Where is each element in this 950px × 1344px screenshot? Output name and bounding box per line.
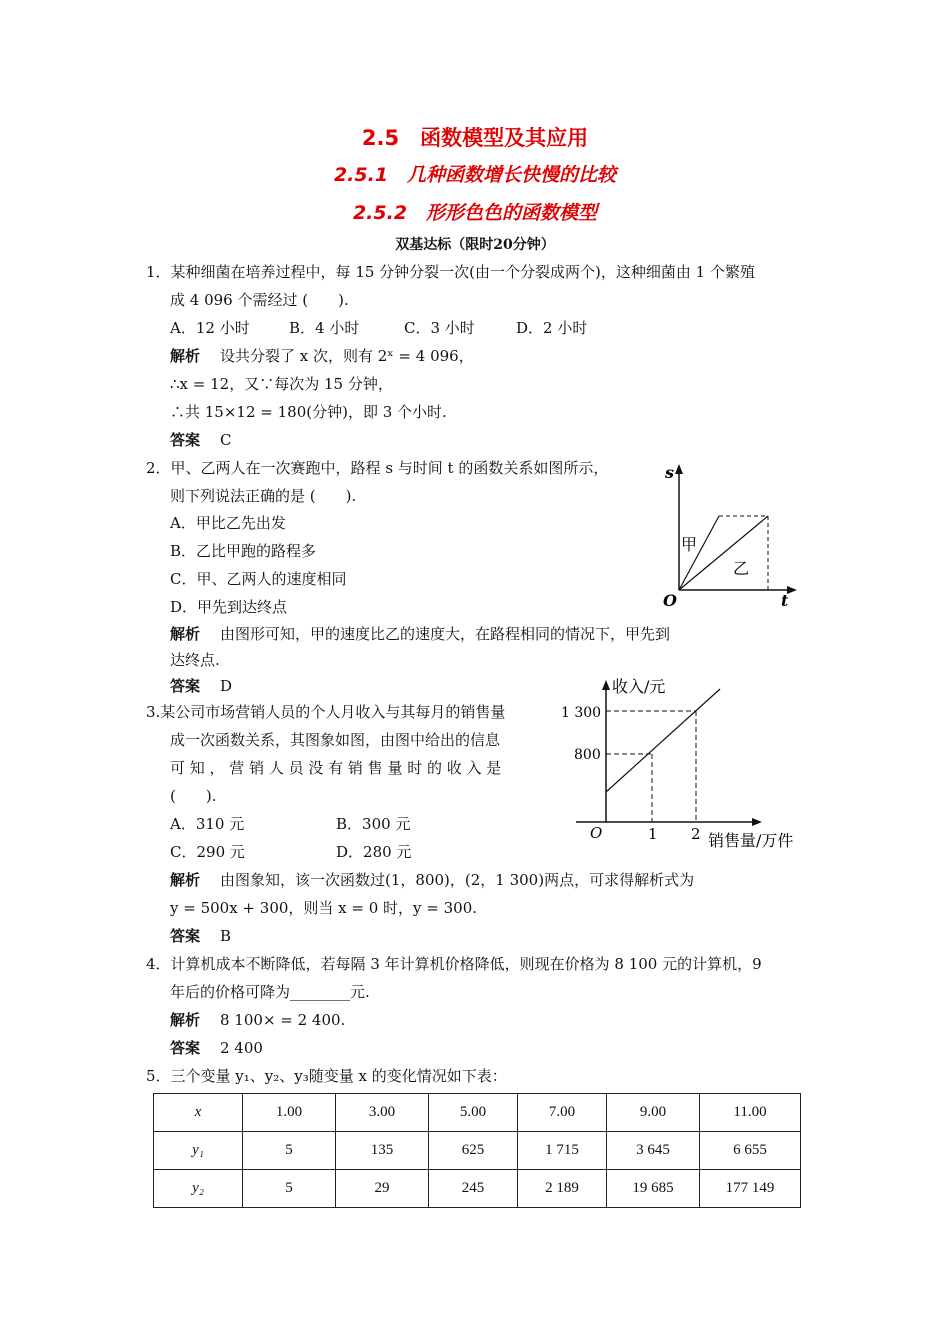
section-heading: 双基达标（限时20分钟） <box>395 237 555 253</box>
q3-origin-label: O <box>590 824 603 842</box>
q1-text-line2: 成 4 096 个需经过 ( ). <box>170 291 349 309</box>
q2-t-label: t <box>781 591 789 610</box>
q3-text-line1: 3.某公司市场营销人员的个人月收入与其每月的销售量 <box>146 703 506 721</box>
table-cell: 6 655 <box>700 1132 801 1170</box>
q2-option-a: A．甲比乙先出发 <box>170 514 286 532</box>
q3-option-c: C．290 元 <box>170 843 245 861</box>
table-cell: 29 <box>336 1170 429 1208</box>
q3-y-label: 收入/元 <box>612 677 666 696</box>
table-cell: y₂ <box>154 1170 243 1208</box>
q2-race-graph <box>655 460 805 610</box>
q3-answer-label: 答案 <box>170 927 201 945</box>
q3-analysis-line2: y = 500x + 300，则当 x = 0 时，y = 300. <box>170 899 478 917</box>
q3-option-d: D．280 元 <box>336 843 412 861</box>
q2-answer: D <box>220 677 233 695</box>
q2-text-line1: 2．甲、乙两人在一次赛跑中，路程 s 与时间 t 的函数关系如图所示， <box>146 459 609 477</box>
table-cell: 625 <box>429 1132 518 1170</box>
table-cell: 5 <box>243 1170 336 1208</box>
table-cell: 19 685 <box>607 1170 700 1208</box>
table-cell: 9.00 <box>607 1094 700 1132</box>
table-cell: 135 <box>336 1132 429 1170</box>
q3-text-line4: ( ). <box>170 787 217 805</box>
q3-analysis-line1: 由图象知，该一次函数过(1，800)，(2，1 300)两点，可求得解析式为 <box>220 871 695 889</box>
q2-analysis-line1: 由图形可知，甲的速度比乙的速度大，在路程相同的情况下，甲先到 <box>220 625 671 643</box>
table-cell: 7.00 <box>518 1094 607 1132</box>
table-cell: 3.00 <box>336 1094 429 1132</box>
q5-data-table <box>153 1093 801 1208</box>
table-cell: x <box>154 1094 243 1132</box>
q1-answer-label: 答案 <box>170 431 201 449</box>
q2-s-label: s <box>665 463 675 482</box>
table-cell: 2 189 <box>518 1170 607 1208</box>
q3-answer: B <box>220 927 232 945</box>
table-cell: 11.00 <box>700 1094 801 1132</box>
table-row <box>154 1094 801 1132</box>
q5-text-line1: 5．三个变量 y₁、y₂、y₃随变量 x 的变化情况如下表： <box>146 1067 507 1085</box>
q3-tick-x2: 2 <box>691 825 701 843</box>
q3-tick-800: 800 <box>574 747 601 763</box>
table-row <box>154 1132 801 1170</box>
q2-option-d: D．甲先到达终点 <box>170 598 288 616</box>
q2-origin-label: O <box>663 591 677 610</box>
q3-text-line3: 可 知 ， 营 销 人 员 没 有 销 售 量 时 的 收 入 是 <box>170 759 502 777</box>
q4-analysis-label: 解析 <box>170 1011 201 1029</box>
subtitle-2-5-2: 2.5.2 形形色色的函数模型 <box>352 202 598 224</box>
q1-text-line1: 1．某种细菌在培养过程中，每 15 分钟分裂一次(由一个分裂成两个)，这种细菌由 1 个繁殖 <box>146 263 755 281</box>
table-cell: 1 715 <box>518 1132 607 1170</box>
q1-option-c: C．3 小时 <box>404 319 475 337</box>
q1-answer: C <box>220 431 232 449</box>
q4-answer: 2 400 <box>220 1039 263 1057</box>
q1-option-a: A．12 小时 <box>170 319 250 337</box>
q3-tick-1300: 1 300 <box>561 705 602 721</box>
q2-option-c: C．甲、乙两人的速度相同 <box>170 570 347 588</box>
q2-analysis-line2: 达终点. <box>170 651 220 669</box>
q4-analysis-line1: 8 100× = 2 400. <box>220 1011 346 1029</box>
q3-income-graph <box>560 672 810 862</box>
q1-option-b: B．4 小时 <box>289 319 360 337</box>
q1-analysis-line1: 设共分裂了 x 次，则有 2ˣ = 4 096， <box>220 347 474 365</box>
q3-income-line <box>606 689 720 792</box>
q2-answer-label: 答案 <box>170 677 201 695</box>
table-cell: 245 <box>429 1170 518 1208</box>
q2-analysis-label: 解析 <box>170 625 201 643</box>
q3-option-b: B．300 元 <box>336 815 411 833</box>
table-cell: 3 645 <box>607 1132 700 1170</box>
q4-text-line2: 年后的价格可降为________元. <box>170 983 370 1001</box>
q3-tick-x1: 1 <box>648 825 658 843</box>
q1-analysis-line3: ∴共 15×12 = 180(分钟)，即 3 个小时. <box>170 403 447 421</box>
table-cell: y₁ <box>154 1132 243 1170</box>
q4-answer-label: 答案 <box>170 1039 201 1057</box>
table-cell: 5.00 <box>429 1094 518 1132</box>
table-cell: 1.00 <box>243 1094 336 1132</box>
q2-yi-label: 乙 <box>733 559 750 578</box>
q2-text-line2: 则下列说法正确的是 ( ). <box>170 487 357 505</box>
q1-analysis-line2: ∴x = 12，又∵每次为 15 分钟， <box>170 375 393 393</box>
q2-jia-label: 甲 <box>681 535 698 554</box>
q3-option-a: A．310 元 <box>170 815 245 833</box>
table-cell: 177 149 <box>700 1170 801 1208</box>
q1-option-d: D．2 小时 <box>516 319 588 337</box>
q4-text-line1: 4．计算机成本不断降低，若每隔 3 年计算机价格降低，则现在价格为 8 100 元的计算机，9 <box>146 955 762 973</box>
q2-option-b: B．乙比甲跑的路程多 <box>170 542 317 560</box>
subtitle-2-5-1: 2.5.1 几种函数增长快慢的比较 <box>333 164 617 186</box>
table-cell: 5 <box>243 1132 336 1170</box>
q3-analysis-label: 解析 <box>170 871 201 889</box>
q3-x-label: 销售量/万件 <box>708 831 794 850</box>
page-title: 2.5 函数模型及其应用 <box>361 126 589 150</box>
table-row <box>154 1170 801 1208</box>
q3-text-line2: 成一次函数关系，其图象如图，由图中给出的信息 <box>170 731 501 749</box>
q1-analysis-label: 解析 <box>170 347 201 365</box>
